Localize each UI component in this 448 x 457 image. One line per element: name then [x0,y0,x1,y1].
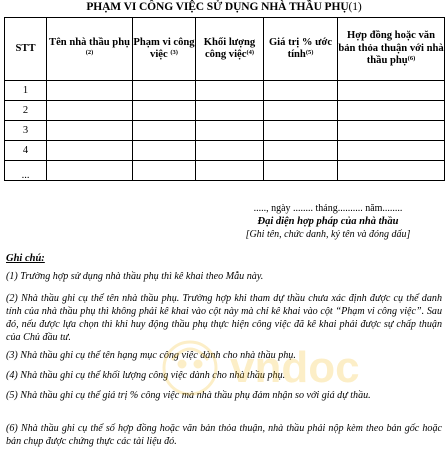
col-header-label: Giá trị % ước tính [268,36,333,60]
table-cell [338,101,445,121]
table-cell [133,161,196,181]
table-header-row [5,18,445,81]
col-header-stt [5,18,47,81]
row-number: 1 [5,81,47,101]
note-item: (4) Nhà thầu ghi cụ thể khối lượng công việc dành cho nhà thầu phụ. [6,370,286,381]
signature-instruction: [Ghi tên, chức danh, ký tên và đóng dấu] [245,229,411,240]
table-cell [196,141,264,161]
col-header-estimated-value [264,18,338,81]
row-number: 3 [5,121,47,141]
table-cell [264,141,338,161]
table-cell [196,161,264,181]
svg-text:vndoc: vndoc [230,343,360,392]
table-row [5,81,445,101]
col-header-label: Hợp đồng hoặc văn bản thỏa thuận với nhà thầu phụ [338,30,444,67]
table-cell [47,161,133,181]
title-main: PHẠM VI CÔNG VIỆC SỬ DỤNG NHÀ THẦU PHỤ [86,1,349,13]
table-cell [133,81,196,101]
row-number: 4 [5,141,47,161]
table-cell [47,121,133,141]
table-row [5,101,445,121]
table-cell [47,101,133,121]
col-header-footnote: (6) [407,55,416,63]
col-header-footnote: (2) [85,49,94,56]
table-cell [47,141,133,161]
notes-heading: Ghi chú: [6,253,45,264]
table-cell [338,161,445,181]
table-cell [196,121,264,141]
col-header-work-volume [196,18,264,81]
row-number: 2 [5,101,47,121]
subcontractor-table [4,17,445,181]
table-cell [47,81,133,101]
signature-role: Đại diện hợp pháp của nhà thầu [257,216,399,227]
table-cell [133,141,196,161]
title-ref: (1) [348,1,362,13]
col-header-footnote: (4) [246,49,255,56]
table-cell [338,121,445,141]
col-header-contract [338,18,445,81]
table-cell [264,161,338,181]
signature-date-line: ....., ngày ........ tháng.......... năm........ [253,203,403,214]
col-header-label: STT [15,42,36,54]
row-number: ... [5,161,47,181]
table-cell [133,121,196,141]
table-cell [196,101,264,121]
note-item: (6) Nhà thầu ghi cụ thể số hợp đồng hoặc văn bản thỏa thuận, nhà thầu phải nộp kèm theo bản gốc hoặc bản chụp được chứng thực các tài liệu đó. [6,423,442,448]
page-title [0,0,448,14]
table-cell [264,101,338,121]
col-header-label: Khối lượng công việc [203,36,256,60]
note-item: (3) Nhà thầu ghi cụ thể tên hạng mục công việc dành cho nhà thầu phụ. [6,350,296,361]
table-cell [338,141,445,161]
note-item: (5) Nhà thầu ghi cụ thể giá trị % công việc mà nhà thầu phụ đảm nhận so với giá dự thầu. [6,390,371,401]
table-cell [264,121,338,141]
note-item: (2) Nhà thầu ghi cụ thể tên nhà thầu phụ. Trường hợp khi tham dự thầu chưa xác định được cụ thể danh tính của nhà thầu phụ thì không phải kê khai vào cột này mà chỉ kê khai vào cột “Phạm vi công việc”. Sau đó, nếu được lựa chọn thì khi huy động thầu phụ thực hiện công việc đã kê khai phải được sự chấp thuận của Chủ đầu tư. [6,293,442,344]
col-header-work-scope [133,18,196,81]
note-item: (1) Trường hợp sử dụng nhà thầu phụ thì kê khai theo Mẫu này. [6,271,264,282]
table-row [5,161,445,181]
col-header-subcontractor-name [47,18,133,81]
table-row [5,121,445,141]
col-header-label: Tên nhà thầu phụ [49,36,130,48]
col-header-footnote: (3) [170,49,178,56]
col-header-label: Phạm vi công việc [133,36,195,60]
col-header-footnote: (5) [305,49,314,56]
table-row [5,141,445,161]
table-cell [133,101,196,121]
table-cell [196,81,264,101]
table-cell [264,81,338,101]
table-cell [338,81,445,101]
